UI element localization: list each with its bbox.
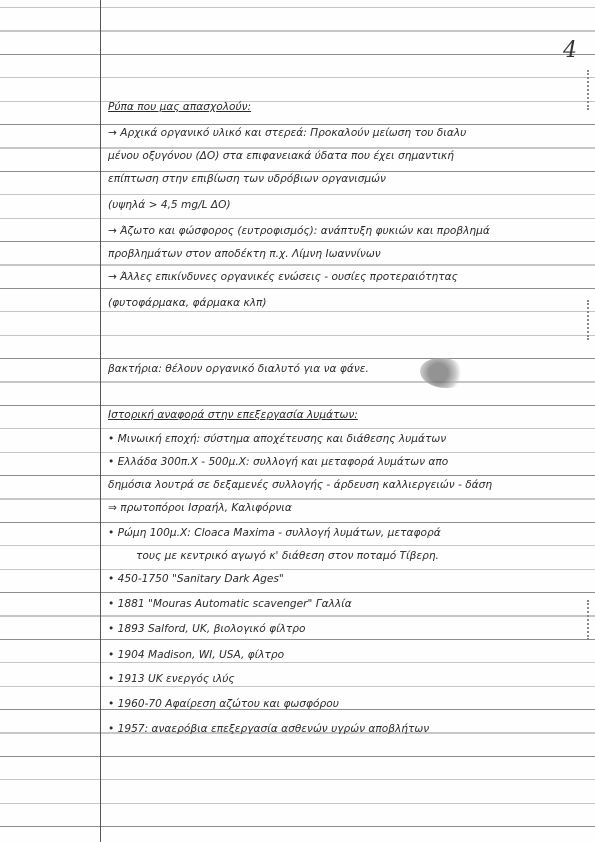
note-line: επίπτωση στην επιβίωση των υδρόβιων οργανισμών [108,173,386,185]
note-line: Ιστορική αναφορά στην επεξεργασία λυμάτων: [108,409,358,421]
note-line: δημόσια λουτρά σε δεξαμενές συλλογής - άρδευση καλλιεργειών - δάση [108,479,493,491]
margin-line [100,0,101,842]
note-line: • 1881 "Mouras Automatic scavenger" Γαλλία [108,598,352,610]
note-line: Ρύπα που μας απασχολούν: [108,101,252,113]
note-line: τους με κεντρικό αγωγό κ' διάθεση στον ποταμό Τίβερη. [136,550,439,562]
note-line: → Άλλες επικίνδυνες οργανικές ενώσεις - ουσίες προτεραιότητας [108,271,458,283]
note-line: μένου οξυγόνου (ΔΟ) στα επιφανειακά ύδατα που έχει σημαντική [108,150,454,162]
note-line: • 450-1750 "Sanitary Dark Ages" [108,573,284,585]
note-line: • 1960-70 Αφαίρεση αζώτου και φωσφόρου [108,698,339,710]
note-line: → Αρχικά οργανικό υλικό και στερεά: Προκαλούν μείωση του διαλυ [108,127,467,139]
note-line: • Μινωική εποχή: σύστημα αποχέτευσης και διάθεσης λυμάτων [108,433,447,445]
note-line: βακτήρια: θέλουν οργανικό διαλυτό για να φάνε. [108,363,369,375]
note-line: • 1957: αναερόβια επεξεργασία ασθενών υγρών αποβλήτων [108,723,430,735]
note-line: (υψηλά > 4,5 mg/L ΔΟ) [108,199,231,211]
note-line: • 1904 Madison, WI, USA, φίλτρο [108,649,285,661]
note-line: • 1893 Salford, UK, βιολογικό φίλτρο [108,623,306,635]
note-line: → Άζωτο και φώσφορος (ευτροφισμός): ανάπτυξη φυκιών και προβλημά [108,225,490,237]
note-line: • Ρώμη 100μ.Χ: Cloaca Maxima - συλλογή λυμάτων, μεταφορά [108,527,441,539]
note-line: ⇒ πρωτοπόροι Ισραήλ, Καλιφόρνια [108,502,292,514]
note-line: προβλημάτων στον αποδέκτη π.χ. Λίμνη Ιωαννίνων [108,248,381,260]
note-line: (φυτοφάρμακα, φάρμακα κλπ) [108,297,267,309]
note-line: • 1913 UK ενεργός ιλύς [108,673,235,685]
note-line: • Ελλάδα 300π.Χ - 500μ.Χ: συλλογή και μεταφορά λυμάτων απο [108,456,449,468]
page-number: 4 [563,38,577,63]
